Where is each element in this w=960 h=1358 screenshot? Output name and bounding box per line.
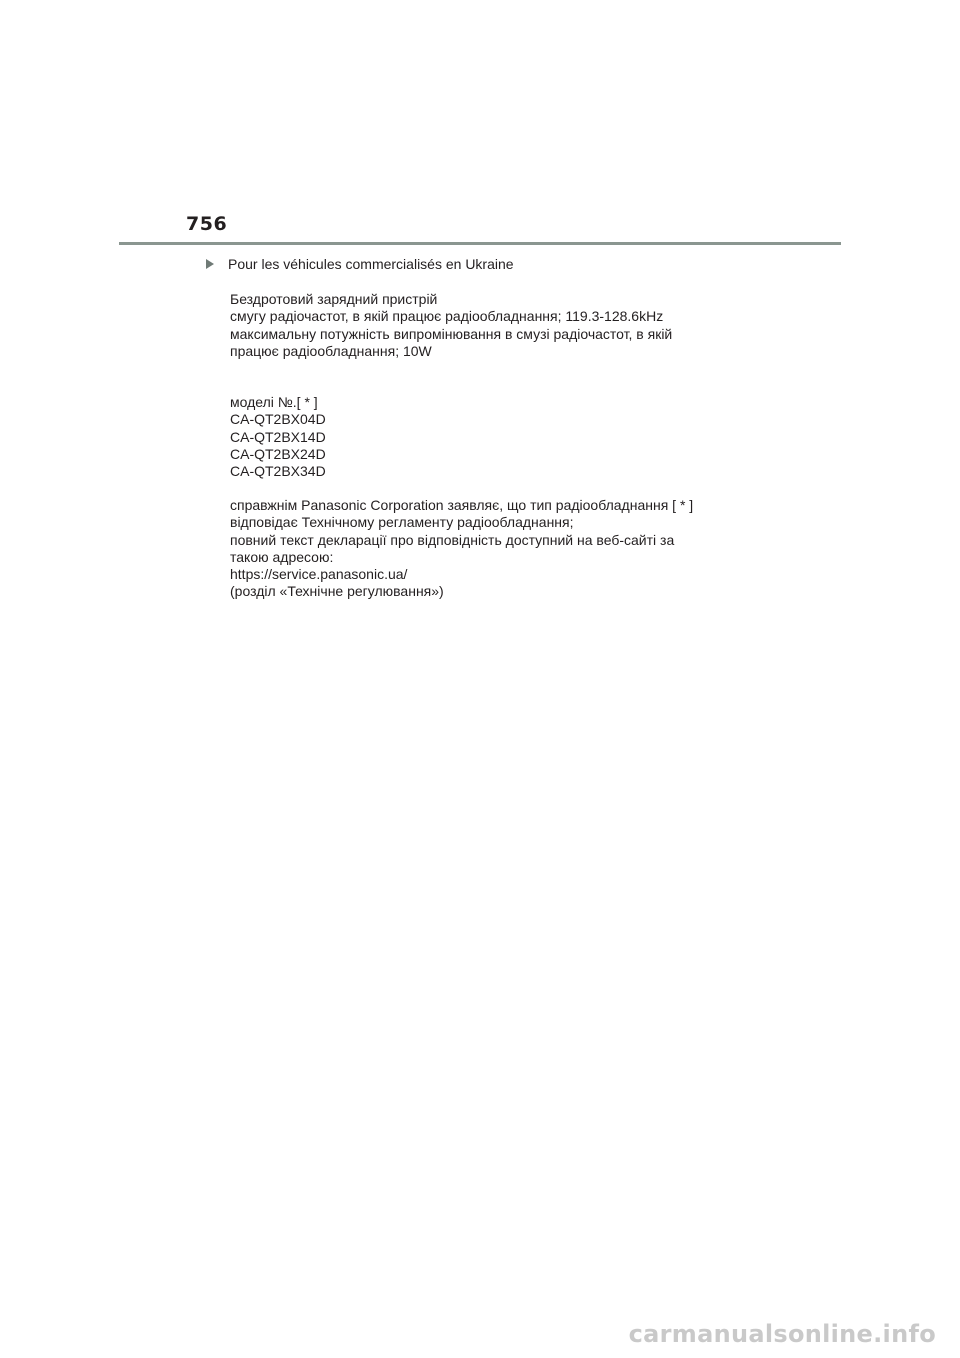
page-number: 756	[186, 213, 228, 235]
section-heading	[206, 254, 514, 274]
model-number: CA-QT2BX14D	[230, 428, 326, 445]
model-number: CA-QT2BX24D	[230, 445, 326, 462]
header-divider	[119, 242, 841, 245]
section-heading-text: Pour les véhicules commercialisés en Ukraine	[228, 256, 514, 272]
text-line: максимальну потужність випромінювання в смузі радіочастот, в якій	[230, 325, 673, 342]
model-number: CA-QT2BX34D	[230, 463, 326, 480]
declaration-url: https://service.panasonic.ua/	[230, 566, 408, 583]
text-line: смугу радіочастот, в якій працює радіообладнання; 119.3-128.6kHz	[230, 308, 664, 325]
triangle-bullet-icon	[206, 259, 214, 269]
text-line: (розділ «Технічне регулювання»)	[230, 583, 444, 600]
watermark: carmanualsonline.info	[628, 1320, 936, 1348]
charger-specs-block	[230, 291, 790, 360]
text-line: Бездротовий зарядний пристрій	[230, 291, 438, 307]
text-line: справжнім Panasonic Corporation заявляє, що тип радіообладнання [ * ]	[230, 497, 694, 513]
declaration-block	[230, 497, 790, 601]
model-list-block	[230, 394, 790, 480]
text-line: повний текст декларації про відповідність доступний на веб-сайті за	[230, 531, 675, 548]
text-line: такою адресою:	[230, 548, 334, 565]
text-line: відповідає Технічному регламенту радіообладнання;	[230, 514, 574, 531]
text-line: працює радіообладнання; 10W	[230, 342, 432, 359]
model-number: CA-QT2BX04D	[230, 411, 326, 428]
text-line: моделі №.[ * ]	[230, 394, 318, 410]
